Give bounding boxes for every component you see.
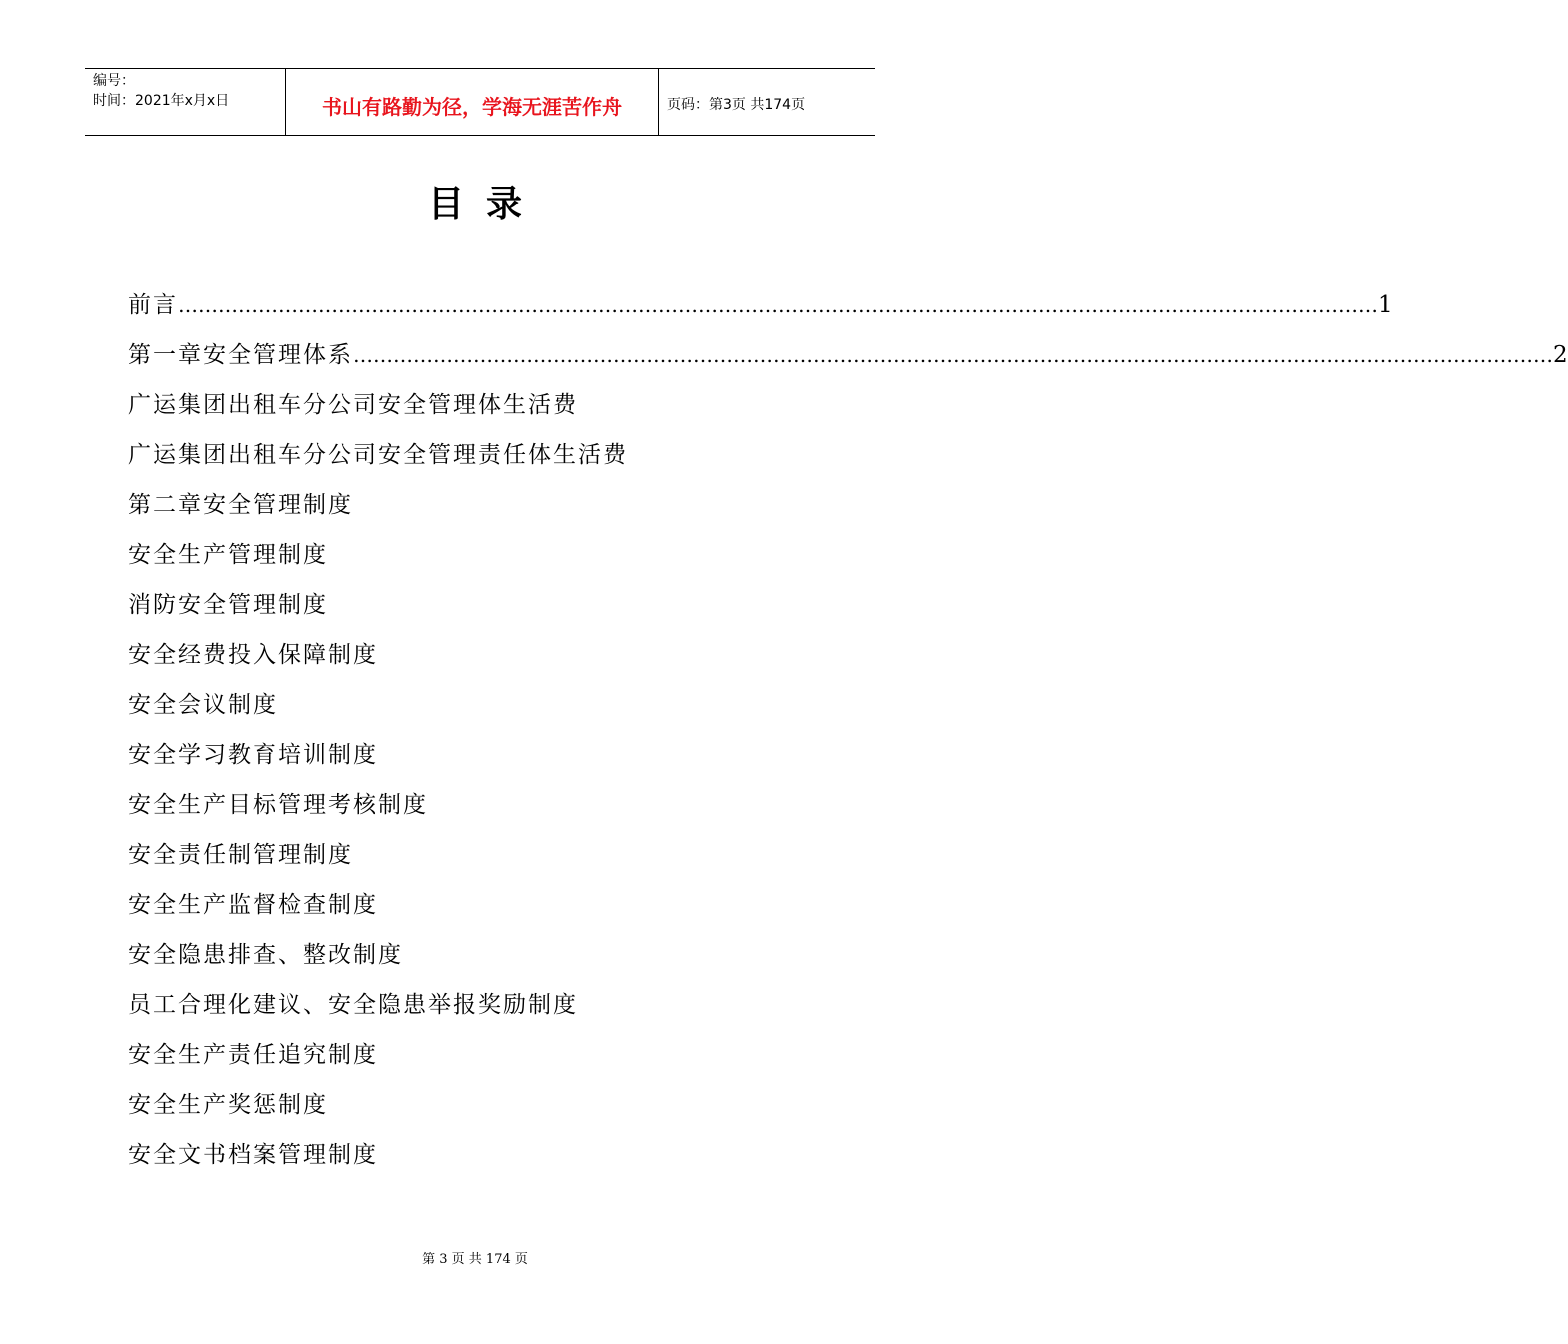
toc-entry-page: 2 [1553, 342, 1568, 368]
toc-entry[interactable] [128, 530, 758, 580]
toc-entry[interactable] [128, 380, 758, 430]
toc-entry-label: 第一章安全管理体系 [128, 342, 353, 368]
toc-entry-label: 安全隐患排查、整改制度 [128, 942, 403, 968]
header-motto: 书山有路勤为径，学海无涯苦作舟 [285, 69, 659, 135]
toc-entry[interactable] [128, 1030, 758, 1080]
toc-entry[interactable] [128, 730, 758, 780]
toc-entry-label: 第二章安全管理制度 [128, 492, 353, 518]
toc-dot-leader: ……………………………………………………………………………………………………………………………………………………………… [178, 293, 1378, 317]
header-meta [85, 69, 285, 135]
toc-entry-label: 安全生产责任追究制度 [128, 1042, 378, 1068]
page-header [85, 68, 875, 136]
toc-entry[interactable] [128, 480, 758, 530]
toc-entry[interactable] [128, 1080, 758, 1130]
toc-entry[interactable] [128, 1130, 758, 1180]
toc-entry-label: 安全责任制管理制度 [128, 842, 353, 868]
toc-entry[interactable] [128, 280, 1393, 330]
toc-entry[interactable] [128, 330, 1568, 380]
toc-entry-label: 安全生产奖惩制度 [128, 1092, 328, 1118]
toc-entry-label: 广运集团出租车分公司安全管理责任体生活费 [128, 442, 628, 468]
toc-entry-label: 安全会议制度 [128, 692, 278, 718]
toc-entry[interactable] [128, 430, 758, 480]
toc-entry-label: 安全生产目标管理考核制度 [128, 792, 428, 818]
toc-entry-label: 安全学习教育培训制度 [128, 742, 378, 768]
page-title: 目录 [427, 183, 544, 225]
header-page-info: 页码：第3页 共174页 [667, 97, 806, 113]
table-of-contents [128, 280, 1568, 1180]
toc-entry-label: 前言 [128, 292, 178, 318]
toc-entry[interactable] [128, 980, 758, 1030]
toc-entry-label: 安全生产监督检查制度 [128, 892, 378, 918]
toc-entry-label: 安全生产管理制度 [128, 542, 328, 568]
toc-entry[interactable] [128, 680, 758, 730]
time-label: 时间：2021年x月x日 [93, 93, 230, 109]
toc-entry[interactable] [128, 830, 758, 880]
serial-label: 编号： [93, 73, 135, 89]
page-footer: 第 3 页 共 174 页 [422, 1252, 528, 1267]
toc-entry-label: 安全文书档案管理制度 [128, 1142, 378, 1168]
toc-entry-label: 员工合理化建议、安全隐患举报奖励制度 [128, 992, 578, 1018]
toc-entry[interactable] [128, 630, 758, 680]
toc-entry-label: 安全经费投入保障制度 [128, 642, 378, 668]
toc-entry[interactable] [128, 780, 758, 830]
toc-entry[interactable] [128, 580, 758, 630]
toc-entry[interactable] [128, 930, 758, 980]
toc-entry-label: 广运集团出租车分公司安全管理体生活费 [128, 392, 578, 418]
toc-entry-page: 1 [1378, 292, 1393, 318]
toc-dot-leader: ……………………………………………………………………………………………………………………………………………………………… [353, 343, 1553, 367]
toc-entry-label: 消防安全管理制度 [128, 592, 328, 618]
toc-entry[interactable] [128, 880, 758, 930]
